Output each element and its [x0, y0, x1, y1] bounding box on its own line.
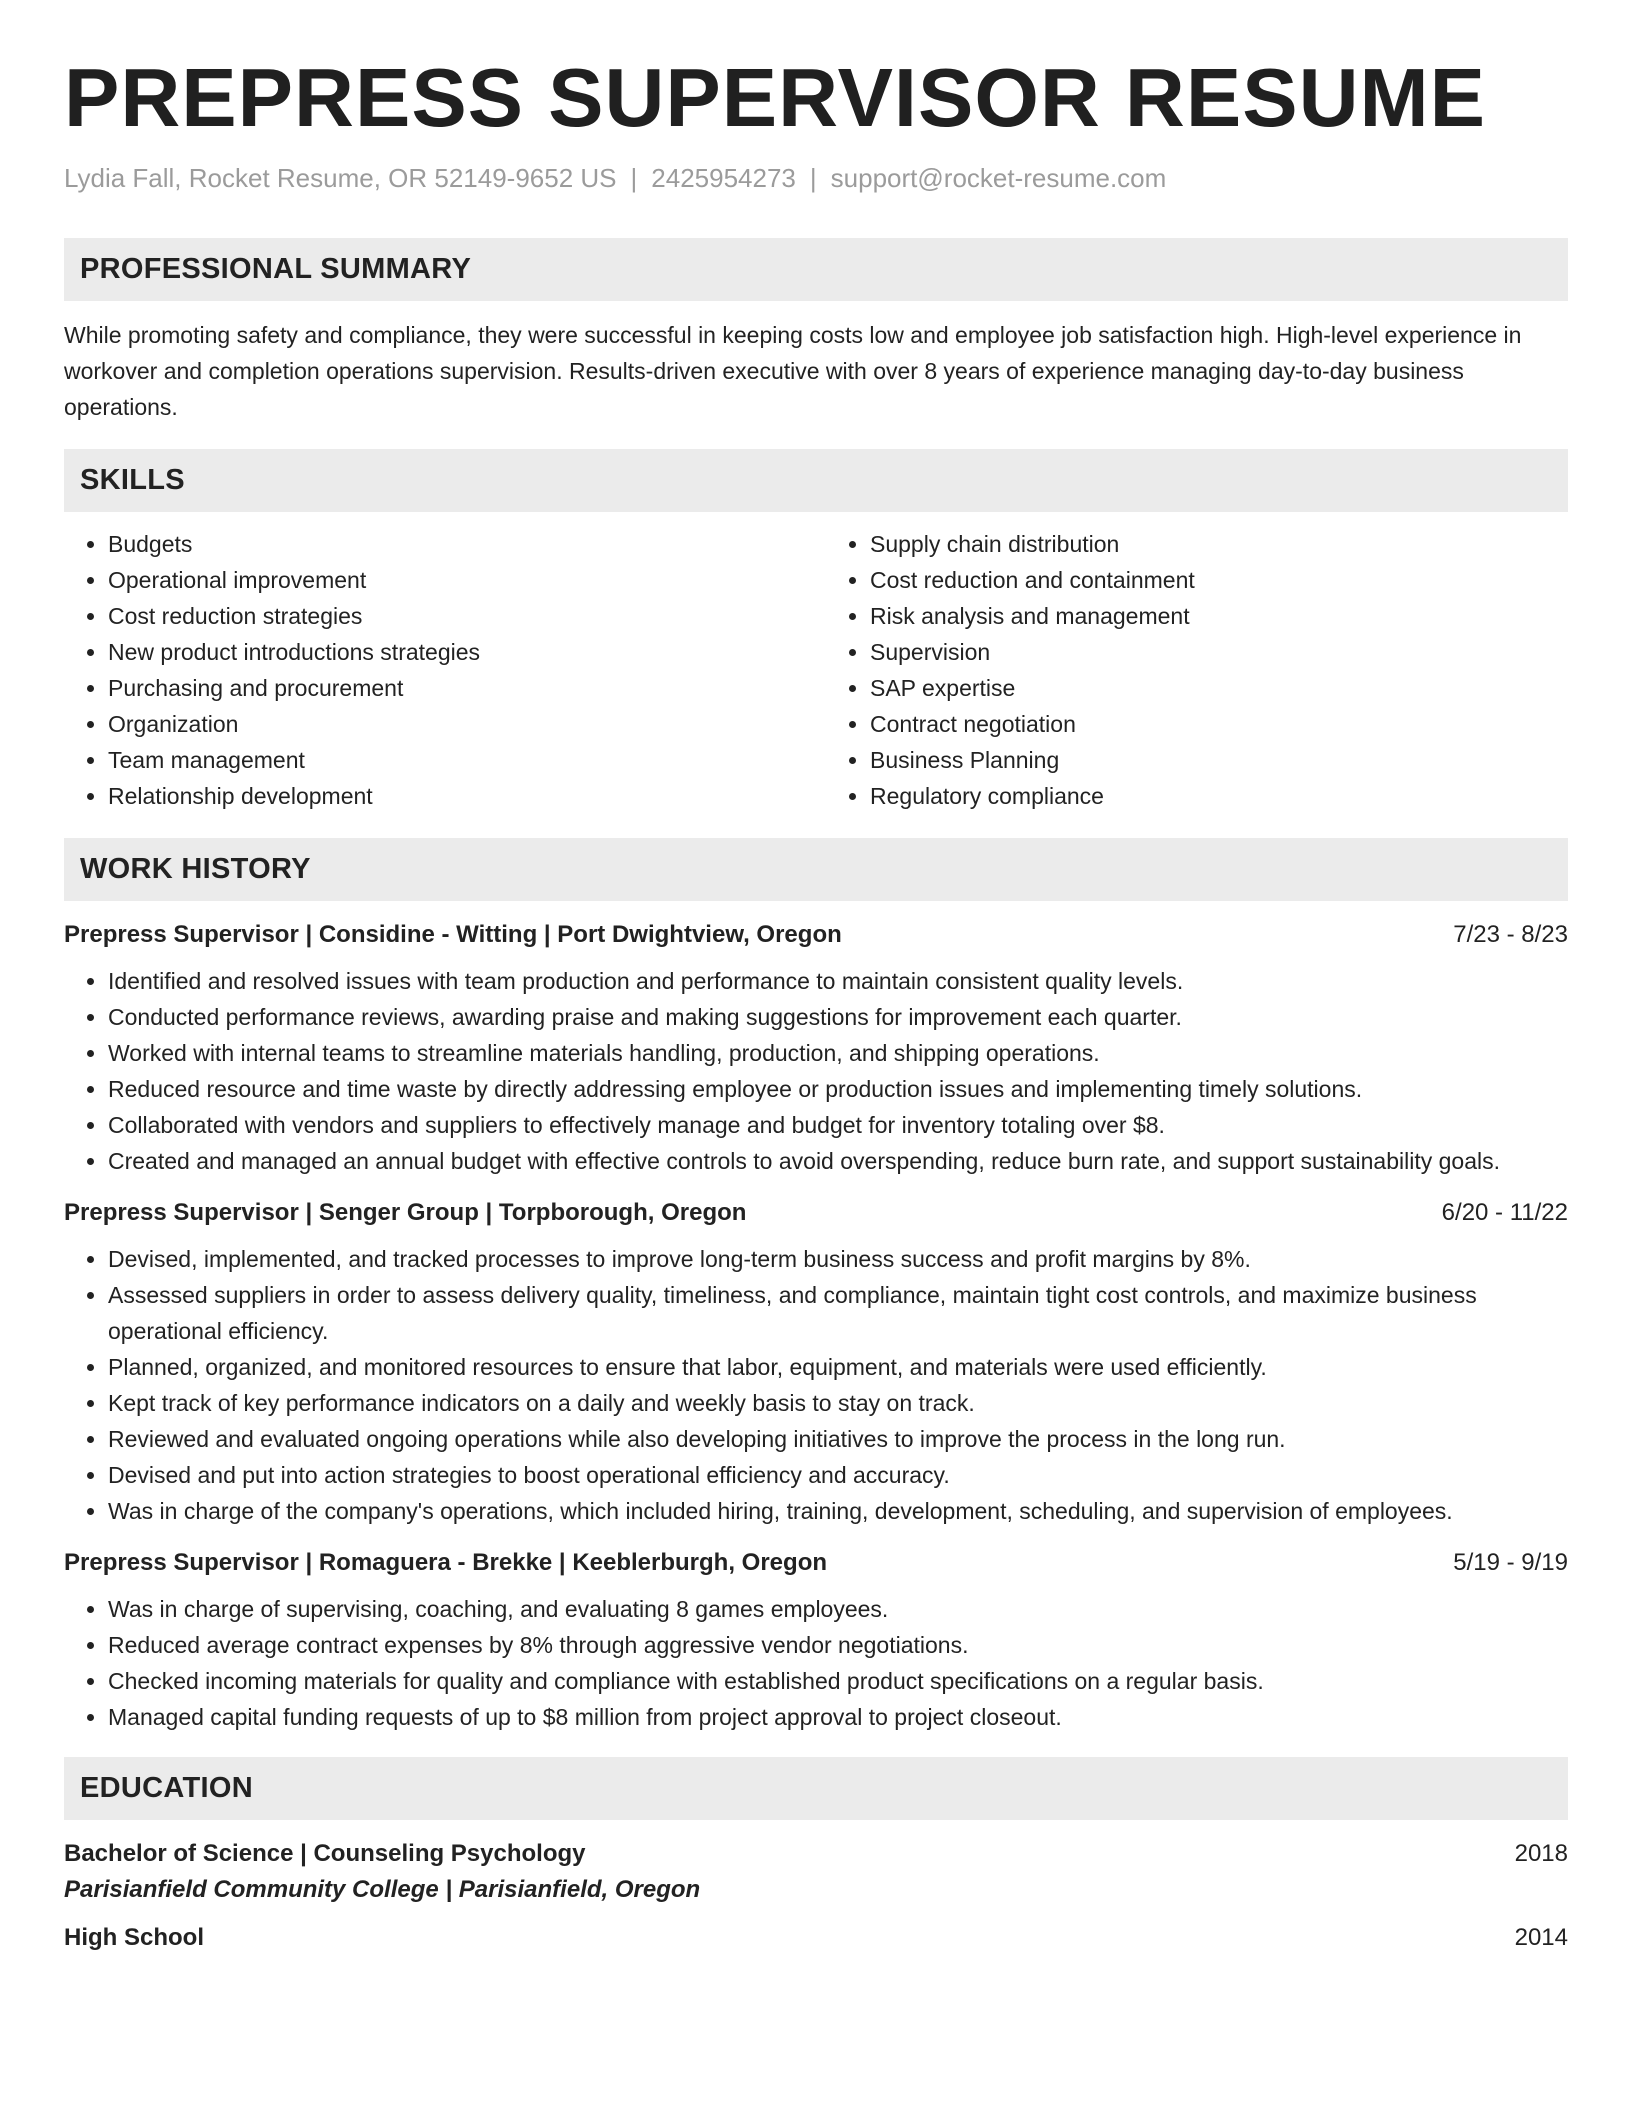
- skills-list-right: [826, 526, 1568, 814]
- job-bullet-list: [64, 1241, 1568, 1529]
- contact-email: support@rocket-resume.com: [830, 163, 1167, 194]
- skill-item: • Relationship development: [108, 778, 806, 814]
- job-dates: 5/19 - 9/19: [1453, 1549, 1568, 1577]
- contact-line: [64, 163, 1568, 194]
- skill-item: • Purchasing and procurement: [108, 670, 806, 706]
- skill-item: • Organization: [108, 706, 806, 742]
- skills-grid: [64, 526, 1568, 814]
- job-bullet: • Checked incoming materials for quality and compliance with established product specifications on a regular basis.: [108, 1663, 1568, 1699]
- resume-page: [64, 50, 1568, 1952]
- education-entry: [64, 1840, 1568, 1904]
- education-header: [64, 1924, 1568, 1952]
- contact-address: Lydia Fall, Rocket Resume, OR 52149-9652 US: [64, 163, 617, 194]
- contact-separator: |: [809, 163, 817, 194]
- education-header: [64, 1840, 1568, 1868]
- education-year: 2018: [1514, 1840, 1568, 1868]
- skill-item: • Team management: [108, 742, 806, 778]
- job-bullet: • Was in charge of supervising, coaching, and evaluating 8 games employees.: [108, 1591, 1568, 1627]
- job-title-line: Prepress Supervisor | Senger Group | Torpborough, Oregon: [64, 1199, 747, 1227]
- education-year: 2014: [1514, 1924, 1568, 1952]
- job-dates: 6/20 - 11/22: [1441, 1199, 1568, 1227]
- skill-item: • Cost reduction strategies: [108, 598, 806, 634]
- job-header: [64, 1199, 1568, 1227]
- education-entry: [64, 1924, 1568, 1952]
- section-header-skills: SKILLS: [64, 449, 1568, 512]
- section-header-work-history: WORK HISTORY: [64, 838, 1568, 901]
- job-header: [64, 1549, 1568, 1577]
- section-header-summary: PROFESSIONAL SUMMARY: [64, 238, 1568, 301]
- job-bullet: • Reduced resource and time waste by directly addressing employee or production issues and implementing timely solutions.: [108, 1071, 1568, 1107]
- job-bullet: • Reviewed and evaluated ongoing operations while also developing initiatives to improve the process in the long run.: [108, 1421, 1568, 1457]
- job-bullet-list: [64, 1591, 1568, 1735]
- job-bullet: • Conducted performance reviews, awarding praise and making suggestions for improvement each quarter.: [108, 999, 1568, 1035]
- job-bullet: • Planned, organized, and monitored resources to ensure that labor, equipment, and materials were used efficiently.: [108, 1349, 1568, 1385]
- job-header: [64, 921, 1568, 949]
- skill-item: • Operational improvement: [108, 562, 806, 598]
- skill-item: • Supply chain distribution: [870, 526, 1568, 562]
- skill-item: • Regulatory compliance: [870, 778, 1568, 814]
- job-bullet: • Created and managed an annual budget with effective controls to avoid overspending, reduce burn rate, and support sustainability goals.: [108, 1143, 1568, 1179]
- skill-item: • Risk analysis and management: [870, 598, 1568, 634]
- skill-item: • Supervision: [870, 634, 1568, 670]
- job-bullet: • Managed capital funding requests of up to $8 million from project approval to project closeout.: [108, 1699, 1568, 1735]
- education-degree: Bachelor of Science | Counseling Psychology: [64, 1840, 586, 1868]
- job-dates: 7/23 - 8/23: [1453, 921, 1568, 949]
- job-bullet-list: [64, 963, 1568, 1179]
- job-title-line: Prepress Supervisor | Romaguera - Brekke | Keeblerburgh, Oregon: [64, 1549, 828, 1577]
- job-bullet: • Assessed suppliers in order to assess delivery quality, timeliness, and compliance, maintain tight cost controls, and maximize business operational efficiency.: [108, 1277, 1568, 1349]
- summary-text: While promoting safety and compliance, they were successful in keeping costs low and employee job satisfaction high. High-level experience in workover and completion operations supervision. Results-driven executive with over 8 years of experience managing day-to-day business operations.: [64, 322, 1522, 421]
- job-bullet: • Identified and resolved issues with team production and performance to maintain consistent quality levels.: [108, 963, 1568, 999]
- skill-item: • New product introductions strategies: [108, 634, 806, 670]
- resume-title: PREPRESS SUPERVISOR RESUME: [64, 51, 1487, 144]
- job-bullet: • Worked with internal teams to streamline materials handling, production, and shipping operations.: [108, 1035, 1568, 1071]
- job-bullet: • Reduced average contract expenses by 8% through aggressive vendor negotiations.: [108, 1627, 1568, 1663]
- job-bullet: • Was in charge of the company's operations, which included hiring, training, development, scheduling, and supervision of employees.: [108, 1493, 1568, 1529]
- skill-item: • Contract negotiation: [870, 706, 1568, 742]
- job-entry: [64, 921, 1568, 1179]
- education-school: Parisianfield Community College | Parisianfield, Oregon: [64, 1876, 701, 1904]
- job-title-line: Prepress Supervisor | Considine - Witting | Port Dwightview, Oregon: [64, 921, 842, 949]
- job-bullet: • Kept track of key performance indicators on a daily and weekly basis to stay on track.: [108, 1385, 1568, 1421]
- contact-separator: |: [630, 163, 638, 194]
- job-entry: [64, 1549, 1568, 1735]
- section-header-education: EDUCATION: [64, 1757, 1568, 1820]
- skill-item: • SAP expertise: [870, 670, 1568, 706]
- contact-phone: 2425954273: [651, 163, 796, 194]
- skills-list-left: [64, 526, 806, 814]
- job-bullet: • Devised, implemented, and tracked processes to improve long-term business success and profit margins by 8%.: [108, 1241, 1568, 1277]
- skill-item: • Budgets: [108, 526, 806, 562]
- education-degree: High School: [64, 1924, 204, 1952]
- skill-item: • Business Planning: [870, 742, 1568, 778]
- job-entry: [64, 1199, 1568, 1529]
- job-bullet: • Collaborated with vendors and suppliers to effectively manage and budget for inventory totaling over $8.: [108, 1107, 1568, 1143]
- skill-item: • Cost reduction and containment: [870, 562, 1568, 598]
- job-bullet: • Devised and put into action strategies to boost operational efficiency and accuracy.: [108, 1457, 1568, 1493]
